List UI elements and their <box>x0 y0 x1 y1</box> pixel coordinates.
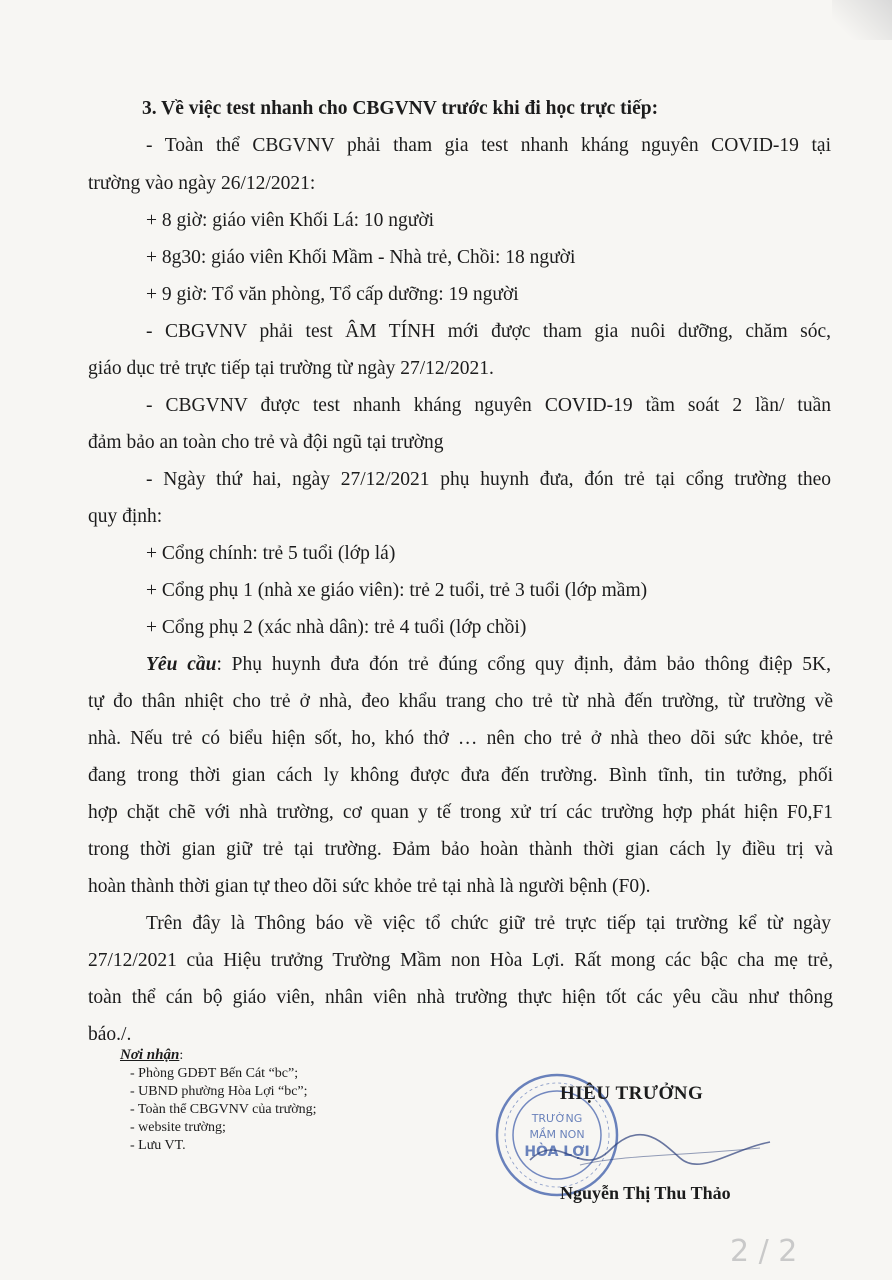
recipient-item: - Phòng GDĐT Bến Cát “bc”; <box>130 1066 299 1081</box>
requirement-label: Yêu cầu <box>146 654 217 675</box>
recipient-item: - Toàn thể CBGVNV của trường; <box>130 1102 317 1117</box>
recipients-title-row <box>120 1046 317 1065</box>
recipients-title: Nơi nhận <box>120 1047 180 1063</box>
paragraph-line: đang trong thời gian cách ly không được đưa đến trường. Bình tĩnh, tin tưởng, phối <box>88 765 833 786</box>
list-item: + 8g30: giáo viên Khối Mầm - Nhà trẻ, Chồi: 18 người <box>146 247 576 268</box>
list-item: + 9 giờ: Tổ văn phòng, Tổ cấp dưỡng: 19 người <box>146 284 519 305</box>
recipient-item: - UBND phường Hòa Lợi “bc”; <box>130 1084 308 1099</box>
paragraph-line: - Ngày thứ hai, ngày 27/12/2021 phụ huynh đưa, đón trẻ tại cổng trường theo <box>146 469 831 490</box>
recipient-item: - website trường; <box>130 1120 226 1135</box>
list-item: + Cổng phụ 1 (nhà xe giáo viên): trẻ 2 tuổi, trẻ 3 tuổi (lớp mầm) <box>146 580 648 601</box>
page-corner-shadow <box>832 0 892 40</box>
requirement-text: : Phụ huynh đưa đón trẻ đúng cổng quy định, đảm bảo thông điệp 5K, <box>216 654 831 675</box>
paragraph-line: - Toàn thể CBGVNV phải tham gia test nhanh kháng nguyên COVID-19 tại <box>146 135 831 156</box>
page-number: 2 / 2 <box>730 1234 798 1269</box>
paragraph-line: hợp chặt chẽ với nhà trường, cơ quan y tế trong xử trí các trường hợp phát hiện F0,F1 <box>88 802 833 823</box>
paragraph-line: nhà. Nếu trẻ có biểu hiện sốt, ho, khó thở … nên cho trẻ ở nhà theo dõi sức khỏe, trẻ <box>88 728 833 749</box>
recipient-item: - Lưu VT. <box>130 1138 186 1153</box>
recipients-title-colon: : <box>179 1048 184 1063</box>
list-item: + Cổng chính: trẻ 5 tuổi (lớp lá) <box>146 543 396 564</box>
list-item: + 8 giờ: giáo viên Khối Lá: 10 người <box>146 210 435 231</box>
svg-text:MẦM NON: MẦM NON <box>529 1128 585 1141</box>
paragraph-line: - CBGVNV phải test ÂM TÍNH mới được tham gia nuôi dưỡng, chăm sóc, <box>146 321 831 342</box>
requirement-first-line <box>146 653 831 677</box>
paragraph-line: hoàn thành thời gian tự theo dõi sức khỏe trẻ tại nhà là người bệnh (F0). <box>88 876 651 897</box>
svg-text:TRƯỜNG: TRƯỜNG <box>531 1112 583 1125</box>
paragraph-line: 27/12/2021 của Hiệu trưởng Trường Mầm non Hòa Lợi. Rất mong các bậc cha mẹ trẻ, <box>88 950 833 971</box>
signer-name: Nguyễn Thị Thu Thảo <box>560 1183 731 1203</box>
signature-scrawl <box>520 1120 780 1190</box>
paragraph-line: quy định: <box>88 506 163 527</box>
list-item: + Cổng phụ 2 (xác nhà dân): trẻ 4 tuổi (lớp chồi) <box>146 617 527 638</box>
paragraph-line: giáo dục trẻ trực tiếp tại trường từ ngày 27/12/2021. <box>88 358 494 379</box>
recipients-block <box>120 1046 317 1155</box>
section-heading: 3. Về việc test nhanh cho CBGVNV trước khi đi học trực tiếp: <box>142 98 659 119</box>
paragraph-line: toàn thể cán bộ giáo viên, nhân viên nhà trường thực hiện tốt các yêu cầu như thông <box>88 987 833 1008</box>
signature-title: HIỆU TRƯỞNG <box>560 1083 704 1104</box>
paragraph-line: - CBGVNV được test nhanh kháng nguyên COVID-19 tầm soát 2 lần/ tuần <box>146 395 831 416</box>
paragraph-line: tự đo thân nhiệt cho trẻ ở nhà, đeo khẩu trang cho trẻ từ nhà đến trường, từ trường về <box>88 691 833 712</box>
paragraph-line: đảm bảo an toàn cho trẻ và đội ngũ tại trường <box>88 432 444 453</box>
paragraph-line: trong thời gian giữ trẻ tại trường. Đảm bảo hoàn thành thời gian cách ly điều trị và <box>88 839 833 860</box>
paragraph-line: Trên đây là Thông báo về việc tổ chức giữ trẻ trực tiếp tại trường kể từ ngày <box>146 913 831 934</box>
svg-text:HÒA LỢI: HÒA LỢI <box>524 1144 590 1160</box>
paragraph-line: trường vào ngày 26/12/2021: <box>88 173 316 194</box>
paragraph-line: báo./. <box>88 1024 132 1045</box>
